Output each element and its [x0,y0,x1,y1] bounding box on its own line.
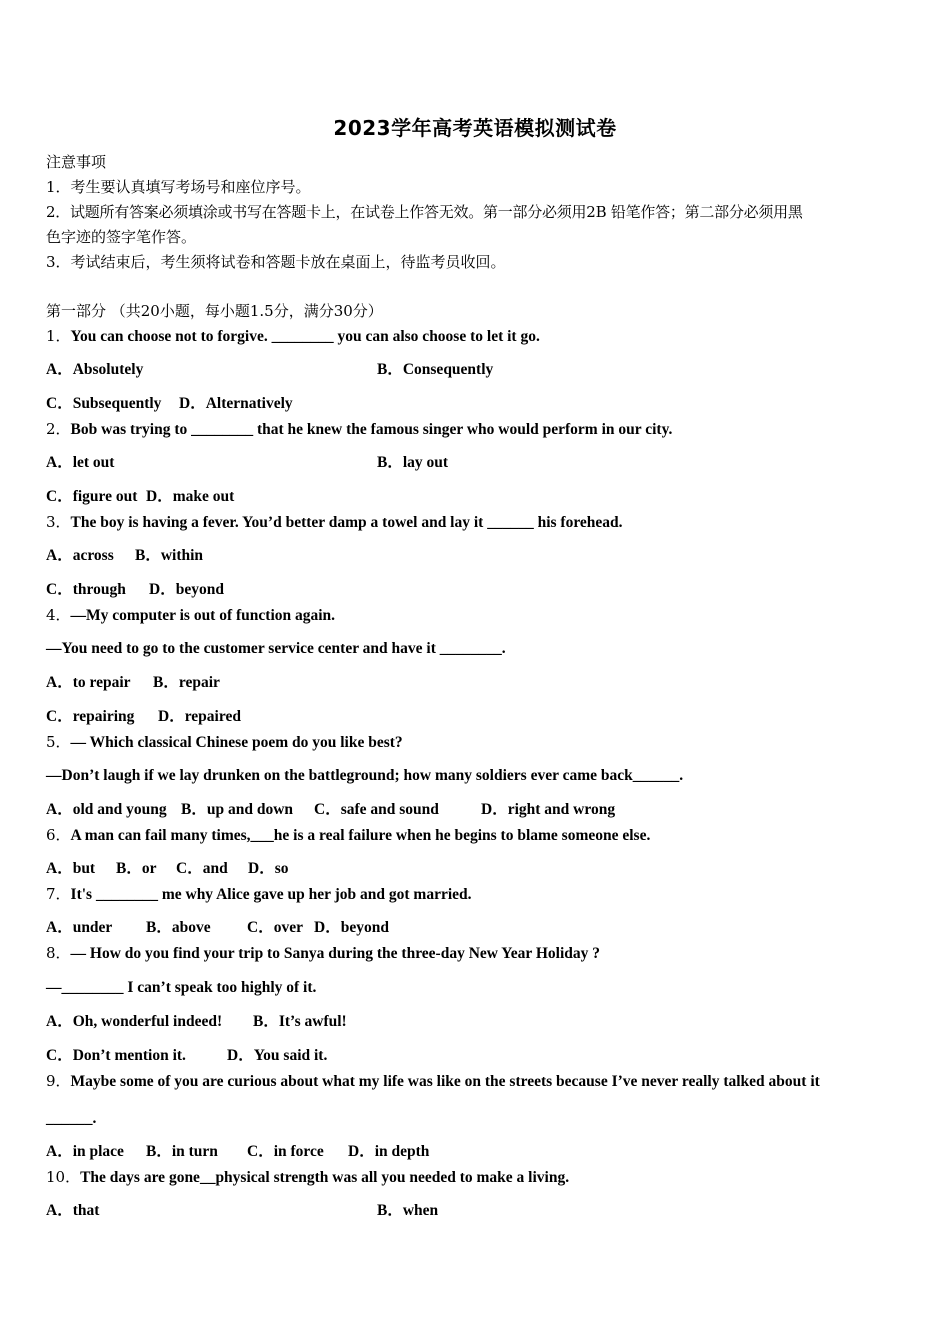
option-c[interactable]: C．figure out [46,488,138,505]
question-number: 7． [46,885,71,903]
option-d[interactable]: D．repaired [158,708,241,725]
option-a[interactable]: A．in place [46,1143,124,1160]
question-number: 6． [46,826,71,844]
question-8 [46,943,600,964]
option-d[interactable]: D．so [248,860,289,877]
option-d[interactable]: D．Alternatively [179,395,293,412]
question-stem-cont: ______. [46,1110,97,1127]
notice-item: 2．试题所有答案必须填涂或书写在答题卡上，在试卷上作答无效。第一部分必须用2B 铅笔作答；第二部分必须用黑 [46,203,803,221]
question-number: 9． [46,1072,71,1090]
question-7 [46,884,472,905]
option-b[interactable]: B．within [135,547,204,564]
question-stem: — Which classical Chinese poem do you like best? [70,734,403,751]
question-9 [46,1071,820,1092]
question-stem: The boy is having a fever. You’d better damp a towel and lay it ______ his forehead. [70,514,623,531]
option-a[interactable]: A．under [46,919,113,936]
question-number: 1． [46,327,71,345]
option-d[interactable]: D．beyond [314,919,389,936]
option-b[interactable]: B．above [146,919,211,936]
question-stem: You can choose not to forgive. ________ you can also choose to let it go. [70,328,540,345]
question-stem: —My computer is out of function again. [70,607,336,624]
question-number: 4． [46,606,71,624]
option-b[interactable]: B．in turn [146,1143,218,1160]
question-stem: A man can fail many times,___he is a real failure when he begins to blame someone else. [70,827,651,844]
question-1 [46,326,540,347]
option-d[interactable]: D．in depth [348,1143,430,1160]
question-number: 5． [46,733,71,751]
option-c[interactable]: C．over [247,919,303,936]
question-number: 10． [46,1168,81,1186]
option-c[interactable]: C．Subsequently [46,395,162,412]
option-d[interactable]: D．beyond [149,581,224,598]
option-a[interactable]: A．Oh, wonderful indeed! [46,1013,223,1030]
question-4 [46,605,335,626]
question-number: 8． [46,944,71,962]
option-b[interactable]: B．up and down [181,801,294,818]
notice-item: 色字迹的签字笔作答。 [46,228,197,246]
option-a[interactable]: A．let out [46,454,115,471]
option-a[interactable]: A．that [46,1202,100,1219]
option-c[interactable]: C．in force [247,1143,324,1160]
question-2 [46,419,672,440]
question-stem: It's ________ me why Alice gave up her job and got married. [70,886,472,903]
option-b[interactable]: B．Consequently [377,361,494,378]
question-stem-reply: —You need to go to the customer service center and have it ________. [46,640,506,657]
option-b[interactable]: B．repair [153,674,220,691]
question-stem-reply: —________ I can’t speak too highly of it. [46,979,317,996]
section-heading: 第一部分 （共20小题，每小题1.5分，满分30分） [46,302,383,320]
question-10 [46,1167,569,1188]
question-stem: — How do you find your trip to Sanya during the three-day New Year Holiday ? [70,945,601,962]
option-c[interactable]: C．Don’t mention it. [46,1047,186,1064]
option-d[interactable]: D．make out [146,488,235,505]
question-stem: Maybe some of you are curious about what my life was like on the streets because I’ve never really talked about it [70,1073,820,1090]
question-stem-reply: —Don’t laugh if we lay drunken on the battleground; how many soldiers ever came back______. [46,767,684,784]
option-a[interactable]: A．but [46,860,96,877]
option-a[interactable]: A．across [46,547,114,564]
notice-item: 3．考试结束后，考生须将试卷和答题卡放在桌面上，待监考员收回。 [46,253,506,271]
option-c[interactable]: C．and [176,860,228,877]
notice-item: 1．考生要认真填写考场号和座位序号。 [46,178,311,196]
exam-title: 2023学年高考英语模拟测试卷 [333,116,617,140]
question-3 [46,512,623,533]
question-number: 2． [46,420,71,438]
question-6 [46,825,650,846]
notice-heading: 注意事项 [46,153,107,171]
question-stem: Bob was trying to ________ that he knew the famous singer who would perform in our city. [70,421,673,438]
option-a[interactable]: A．to repair [46,674,131,691]
option-a[interactable]: A．old and young [46,801,167,818]
option-b[interactable]: B．or [116,860,157,877]
option-b[interactable]: B．when [377,1202,439,1219]
question-5 [46,732,403,753]
option-b[interactable]: B．lay out [377,454,449,471]
option-a[interactable]: A．Absolutely [46,361,144,378]
option-d[interactable]: D．right and wrong [481,801,616,818]
option-b[interactable]: B．It’s awful! [253,1013,347,1030]
option-c[interactable]: C．repairing [46,708,135,725]
option-d[interactable]: D．You said it. [227,1047,328,1064]
option-c[interactable]: C．safe and sound [314,801,439,818]
question-number: 3． [46,513,71,531]
option-c[interactable]: C．through [46,581,126,598]
question-stem: The days are gone__physical strength was all you needed to make a living. [80,1169,570,1186]
